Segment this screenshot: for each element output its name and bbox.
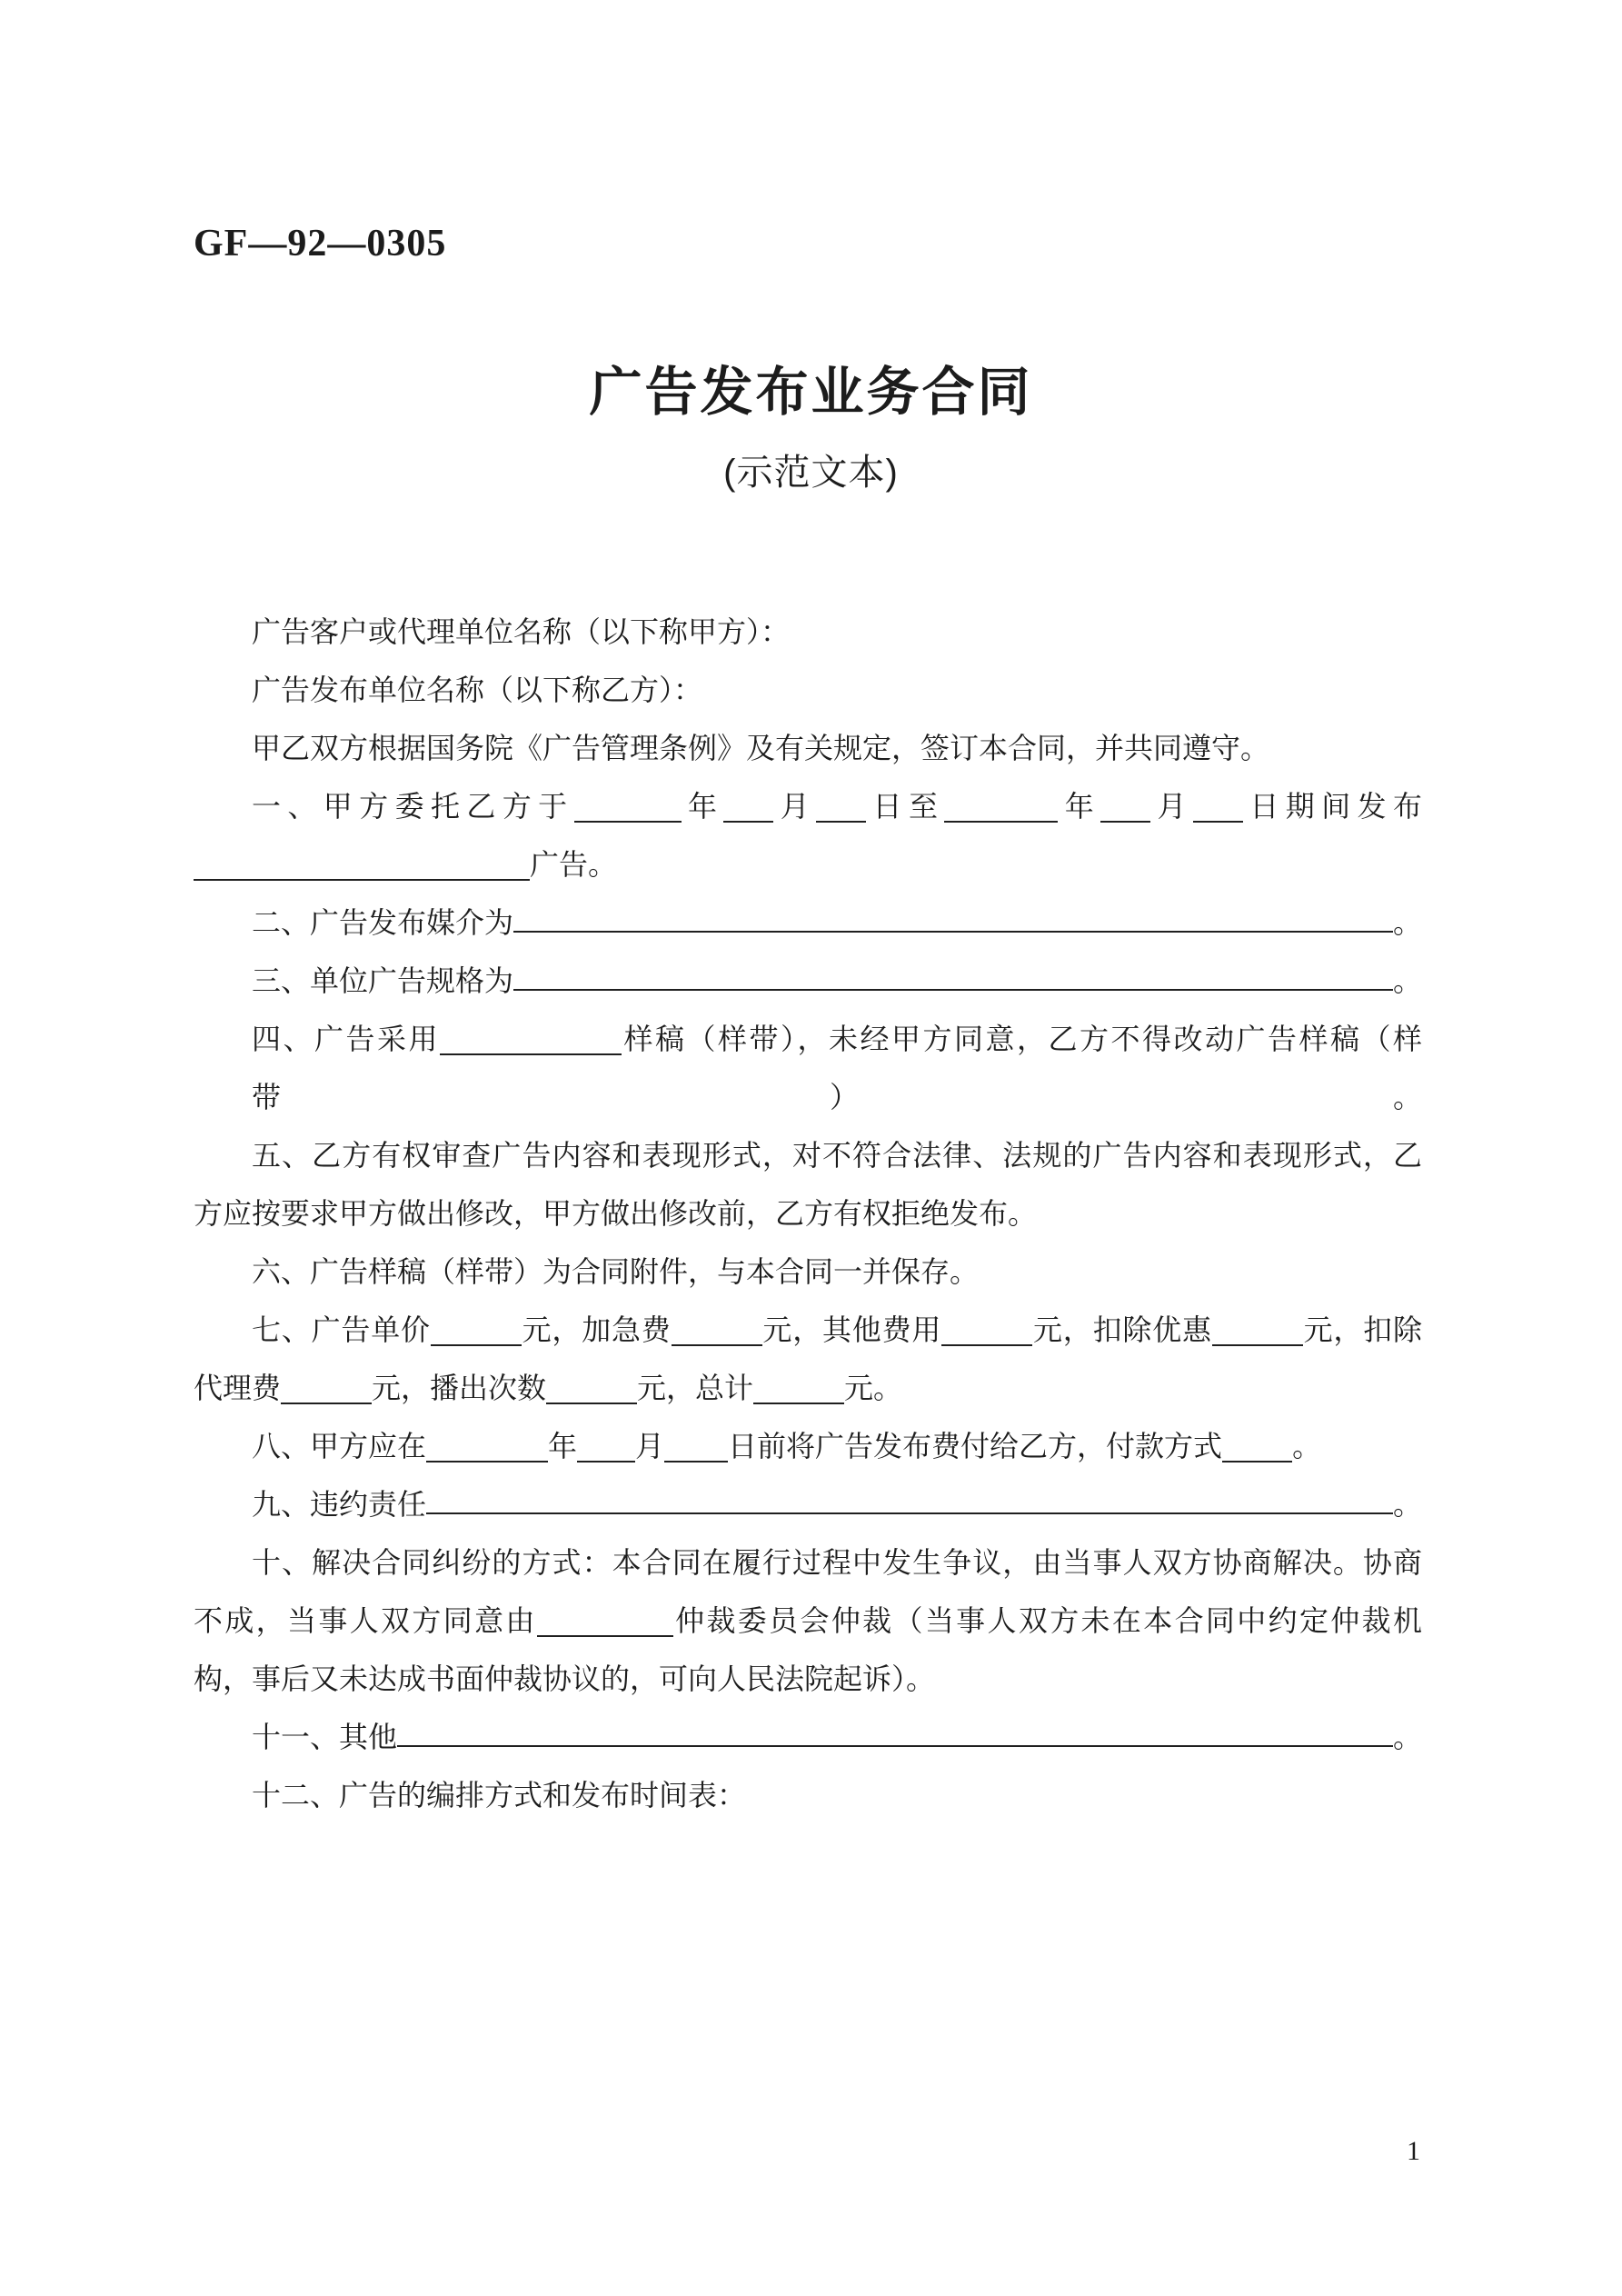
fill-in-blank: [426, 1458, 548, 1462]
fill-in-blank: [513, 928, 1393, 933]
contract-line: [194, 603, 1422, 661]
contract-text: 日前将广告发布费付给乙方，付款方式: [728, 1430, 1223, 1462]
contract-text: 十、解决合同纠纷的方式：本合同在履行过程中发生争议，由当事人双方协商解决。协商: [252, 1546, 1422, 1579]
contract-text: 一、甲方委托乙方于: [252, 790, 574, 823]
contract-text: 日期间发布: [1242, 790, 1422, 823]
contract-text: 十二、广告的编排方式和发布时间表：: [252, 1779, 747, 1812]
fill-in-blank: [664, 1458, 728, 1462]
contract-line: [194, 1243, 1422, 1301]
contract-line: [194, 1650, 1422, 1708]
contract-text: 样稿（样带），未经甲方同意，乙方不得改动广告样稿（样带）。: [252, 1023, 1422, 1113]
fill-in-blank: [672, 1342, 762, 1346]
page-number: 1: [1407, 2136, 1420, 2166]
contract-text: 。: [1392, 1721, 1422, 1753]
fill-in-blank: [1193, 818, 1243, 823]
contract-line: [194, 1184, 1422, 1243]
contract-text: 仲裁委员会仲裁（当事人双方未在本合同中约定仲裁机: [672, 1604, 1422, 1637]
fill-in-blank: [574, 818, 682, 823]
contract-text: 代理费: [194, 1372, 282, 1404]
contract-line: [194, 1592, 1422, 1650]
fill-in-blank: [1222, 1458, 1292, 1462]
fill-in-blank: [1100, 818, 1150, 823]
fill-in-blank: [397, 1742, 1393, 1747]
contract-text: 年: [681, 790, 724, 823]
fill-in-blank: [723, 818, 773, 823]
contract-line: [194, 1766, 1422, 1824]
fill-in-blank: [513, 986, 1393, 991]
contract-line: [194, 1533, 1422, 1592]
fill-in-blank: [281, 1400, 372, 1404]
fill-in-blank: [816, 818, 866, 823]
contract-text: 日至: [866, 790, 945, 823]
contract-line: [194, 719, 1422, 777]
fill-in-blank: [941, 1342, 1032, 1346]
contract-line: [194, 777, 1422, 835]
contract-line: [194, 1359, 1422, 1417]
contract-text: 月: [773, 790, 817, 823]
fill-in-blank: [1212, 1342, 1303, 1346]
contract-line: [194, 661, 1422, 719]
contract-text: 。: [1392, 964, 1422, 997]
contract-line: [194, 835, 1422, 893]
contract-line: [194, 952, 1422, 1010]
contract-text: 年: [1058, 790, 1101, 823]
contract-text: 月: [635, 1430, 665, 1462]
page-subtitle: (示范文本): [723, 453, 899, 493]
fill-in-blank: [426, 1510, 1393, 1514]
contract-text: 九、违约责任: [252, 1488, 427, 1521]
contract-text: 元，播出次数: [372, 1372, 547, 1404]
contract-body: [194, 603, 1422, 1824]
contract-text: 元，总计: [637, 1372, 754, 1404]
contract-text: 广告客户或代理单位名称（以下称甲方）：: [252, 615, 791, 648]
contract-line: [194, 1475, 1422, 1533]
fill-in-blank: [546, 1400, 637, 1404]
contract-line: [194, 893, 1422, 952]
contract-line: [194, 1126, 1422, 1184]
contract-text: 广告。: [530, 848, 618, 881]
contract-text: 元，扣除: [1302, 1313, 1422, 1346]
document-code: GF—92—0305: [194, 223, 447, 265]
contract-line: [194, 1010, 1422, 1126]
fill-in-blank: [753, 1400, 844, 1404]
fill-in-blank: [944, 818, 1058, 823]
contract-text: 三、单位广告规格为: [252, 964, 514, 997]
page-title: 广告发布业务合同: [589, 363, 1033, 422]
fill-in-blank: [537, 1632, 673, 1637]
contract-text: 。: [1392, 1488, 1422, 1521]
contract-line: [194, 1417, 1422, 1475]
contract-text: 甲乙双方根据国务院《广告管理条例》及有关规定，签订本合同，并共同遵守。: [252, 732, 1270, 764]
contract-text: 十一、其他: [252, 1721, 398, 1753]
contract-text: 构，事后又未达成书面仲裁协议的，可向人民法院起诉）。: [194, 1662, 936, 1695]
contract-text: 元，其他费用: [761, 1313, 942, 1346]
contract-line: [194, 1708, 1422, 1766]
fill-in-blank: [431, 1342, 522, 1346]
contract-text: 五、乙方有权审查广告内容和表现形式，对不符合法律、法规的广告内容和表现形式，乙: [252, 1139, 1422, 1172]
contract-text: 六、广告样稿（样带）为合同附件，与本合同一并保存。: [252, 1255, 980, 1288]
fill-in-blank: [577, 1458, 635, 1462]
contract-text: 四、广告采用: [252, 1023, 440, 1055]
contract-text: 年: [548, 1430, 578, 1462]
contract-text: 。: [1292, 1430, 1322, 1462]
contract-text: 元。: [844, 1372, 903, 1404]
contract-text: 七、广告单价: [252, 1313, 431, 1346]
contract-text: 方应按要求甲方做出修改，甲方做出修改前，乙方有权拒绝发布。: [194, 1197, 1038, 1230]
contract-line: [194, 1301, 1422, 1359]
contract-text: 二、广告发布媒介为: [252, 906, 514, 939]
contract-text: 不成，当事人双方同意由: [194, 1604, 537, 1637]
fill-in-blank: [440, 1051, 622, 1055]
contract-text: 。: [1392, 906, 1422, 939]
contract-text: 广告发布单位名称（以下称乙方）：: [252, 674, 703, 706]
fill-in-blank: [194, 876, 530, 881]
contract-text: 八、甲方应在: [252, 1430, 427, 1462]
contract-text: 元，扣除优惠: [1032, 1313, 1212, 1346]
contract-text: 月: [1150, 790, 1193, 823]
contract-text: 元，加急费: [521, 1313, 672, 1346]
